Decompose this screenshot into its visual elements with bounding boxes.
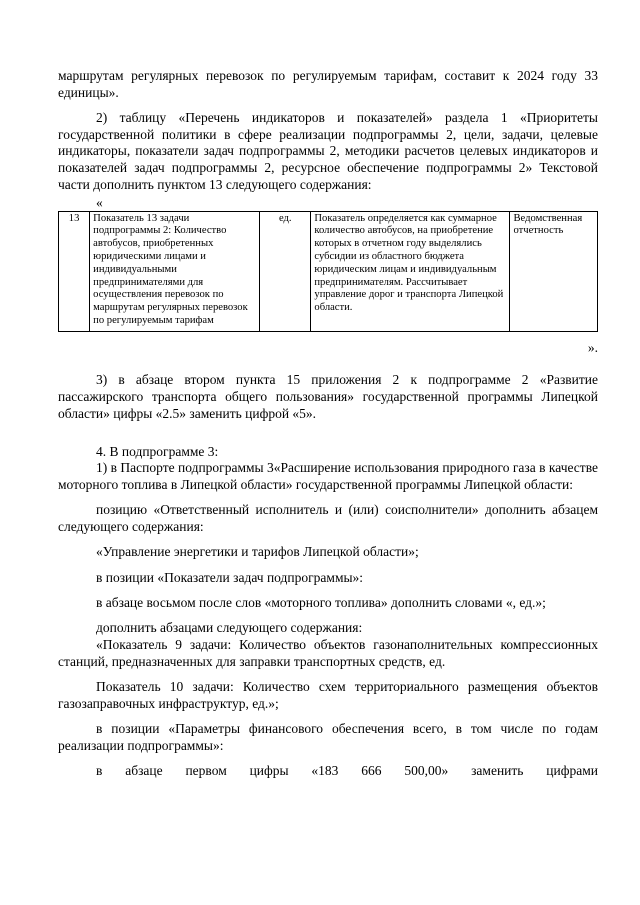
paragraph-item-2: 2) таблицу «Перечень индикаторов и показателей» раздела 1 «Приоритеты государственной политики в сфере реализации подпрограммы 2, цели, задачи, целевые индикаторы, показатели задач подпрограммы 2, методики расчетов целевых индикаторов и показателей задач подпрограммы 2, ресурсное обеспечение подпрограммы 2» Текстовой части дополнить пунктом 13 следующего содержания: <box>58 110 598 192</box>
paragraph-eighth-abzac: в абзаце восьмом после слов «моторного топлива» дополнить словами «, ед.»; <box>96 594 546 610</box>
paragraph-position-indicators: в позиции «Показатели задач подпрограммы»: <box>96 569 364 585</box>
paragraph-indicator-10: Показатель 10 задачи: Количество схем территориального размещения объектов газозаправочных инфраструктур, ед.»; <box>58 678 598 711</box>
cell-source: Ведомственная отчетность <box>510 211 598 331</box>
cell-method: Показатель определяется как суммарное количество автобусов, на приобретение которых в отчетном году выделялись субсидии из областного бюджета юридическим лицам и индивидуальным предпринимателям. Рассчитывает управление дорог и транспорта Липецкой области. <box>311 211 510 331</box>
indicators-table <box>58 211 598 332</box>
paragraph-passport: 1) в Паспорте подпрограммы 3«Расширение использования природного газа в качестве моторного топлива в Липецкой области» государственной программы Липецкой области: <box>58 460 598 492</box>
quote-open: « <box>96 194 103 210</box>
paragraph-position-responsible: позицию «Ответственный исполнитель и (или) соисполнители» дополнить абзацем следующего содержания: <box>58 502 598 534</box>
paragraph-add-abzacs: дополнить абзацами следующего содержания: <box>96 620 363 636</box>
cell-number: 13 <box>59 211 90 331</box>
section-heading-4: 4. В подпрограмме 3: <box>96 443 219 459</box>
table-row <box>59 211 598 331</box>
paragraph-position-finance: в позиции «Параметры финансового обеспечения всего, в том числе по годам реализации подпрограммы»: <box>58 720 598 753</box>
cell-indicator-name: Показатель 13 задачи подпрограммы 2: Количество автобусов, приобретенных юридическими лицами и индивидуальными предпринимателями для осуществления перевозок по маршрутам регулярных перевозок по регулируемым тарифам <box>90 211 260 331</box>
paragraph-first-abzac-replace: в абзаце первом цифры «183 666 500,00» заменить цифрами <box>96 762 598 778</box>
paragraph-indicator-9: «Показатель 9 задачи: Количество объектов газонаполнительных компрессионных станций, предназначенных для заправки транспортных средств, ед. <box>58 636 598 669</box>
document-page <box>58 68 598 780</box>
paragraph-quote-department: «Управление энергетики и тарифов Липецкой области»; <box>96 544 419 560</box>
cell-unit: ед. <box>260 211 311 331</box>
quote-close: ». <box>587 339 598 355</box>
paragraph-continuation: маршрутам регулярных перевозок по регулируемым тарифам, составит к 2024 году 33 единицы». <box>58 68 598 100</box>
paragraph-item-3: 3) в абзаце втором пункта 15 приложения 2 к подпрограмме 2 «Развитие пассажирского транспорта общего пользования» государственной программы Липецкой области» цифры «2.5» заменить цифрой «5». <box>58 372 598 421</box>
